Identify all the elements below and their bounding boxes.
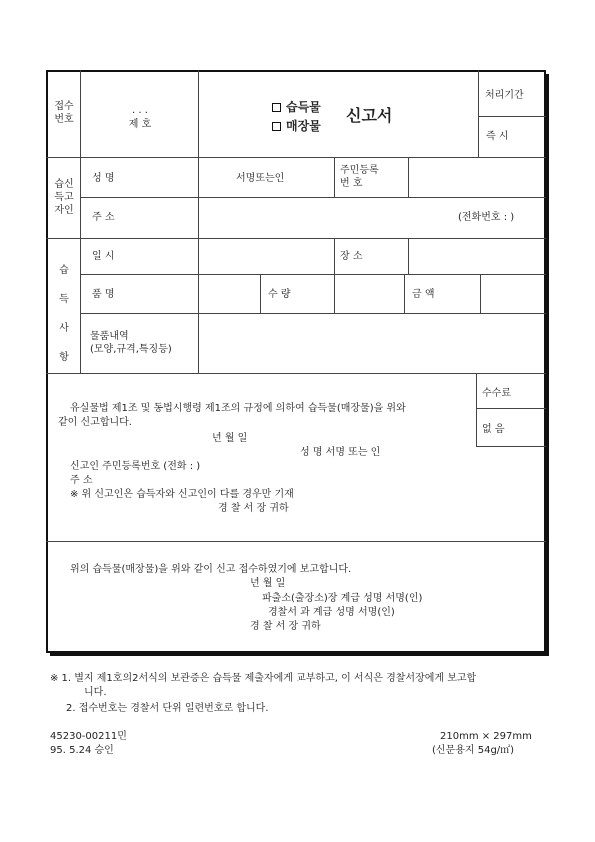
rule [478,70,479,157]
declaration-line-2: 같이 신고합니다. [58,417,132,428]
item-label: 품 명 [92,289,115,300]
rule [480,274,481,313]
acquisition-section-label: 습 득 사 항 [59,265,69,363]
checkbox-icon [272,122,281,131]
rule [46,157,546,158]
report-station-chief: 파출소(출장소)장 계급 성명 서명(인) [262,593,423,604]
rule [478,116,546,117]
paper-type: (신문용지 54g/㎡) [432,745,515,756]
receipt-number: 제 호 [128,119,152,130]
declaration-note: ※ 위 신고인은 습득자와 신고인이 다를 경우만 기재 [70,489,294,500]
rule [46,541,546,542]
footnote-2: 2. 접수번호는 경찰서 단위 일련번호로 합니다. [66,703,269,714]
approval-date: 95. 5.24 승인 [50,745,114,756]
rule [260,274,261,313]
checkbox-icon [272,103,281,112]
name-label: 성 명 [92,173,115,184]
form-title: 신고서 [346,106,393,125]
rule [408,238,409,274]
rule [476,446,546,447]
rule [334,274,335,313]
rule [80,313,546,314]
processing-period-value: 즉 시 [486,131,509,142]
footnote-1: ※ 1. 별지 제1호의2서식의 보관증은 습득물 제출자에게 교부하고, 이 서식은 경찰서장에게 보고합 [50,673,477,684]
report-recipient: 경 찰 서 장 귀하 [250,621,321,632]
form-code: 45230-00211민 [50,731,127,742]
place-label: 장 소 [340,251,363,262]
form-shadow-bottom [50,653,549,656]
rule [334,238,335,274]
address-label: 주 소 [92,212,115,223]
receipt-label: 접수 번호 [54,101,74,125]
rule [80,274,546,275]
phone-number: (전화번호 : ) [458,212,515,223]
fee-label: 수수료 [482,388,511,399]
option-sold: 매장물 [272,120,321,133]
regno-label: 주민등록 번 호 [340,165,379,189]
name-sign-hint: 서명또는인 [236,173,285,184]
reporter-address-line: 주 소 [70,475,93,486]
rule [408,157,409,197]
rule [80,197,546,198]
option-acquired: 습득물 [272,101,321,114]
rule [46,373,546,374]
report-line: 위의 습득물(매장물)을 위와 같이 신고 접수하였기에 보고합니다. [70,564,352,575]
report-date: 년 월 일 [250,578,286,589]
rule [198,70,199,373]
declaration-line-1: 유실물법 제1조 및 동법시행령 제1조의 규정에 의하여 습득물(매장물)을 위와 [70,403,406,414]
quantity-label: 수 량 [268,289,291,300]
declaration-signature: 성 명 서명 또는 인 [300,447,381,458]
amount-label: 금 액 [412,289,435,300]
paper-size: 210mm × 297mm [440,731,532,742]
report-police-station: 경찰서 과 계급 성명 서명(인) [268,607,395,618]
datetime-label: 일 시 [92,251,115,262]
rule [80,70,81,373]
receipt-dots: . . . [132,105,148,116]
rule [46,238,546,239]
fee-value: 없 음 [482,424,505,435]
form-shadow-right [546,74,549,656]
declaration-recipient: 경 찰 서 장 귀하 [218,503,289,514]
rule [334,157,335,197]
acquirer-section-label: 습신 득고 자인 [54,179,74,216]
declaration-date: 년 월 일 [212,433,248,444]
processing-period-label: 처리기간 [485,90,524,101]
item-detail-label: 물품내역 (모양,규격,특징등) [90,331,172,355]
rule [476,408,546,409]
footnote-1-cont: 니다. [84,687,107,698]
reporter-id-line: 신고인 주민등록번호 (전화 : ) [70,461,201,472]
rule [476,373,477,446]
rule [404,274,405,313]
